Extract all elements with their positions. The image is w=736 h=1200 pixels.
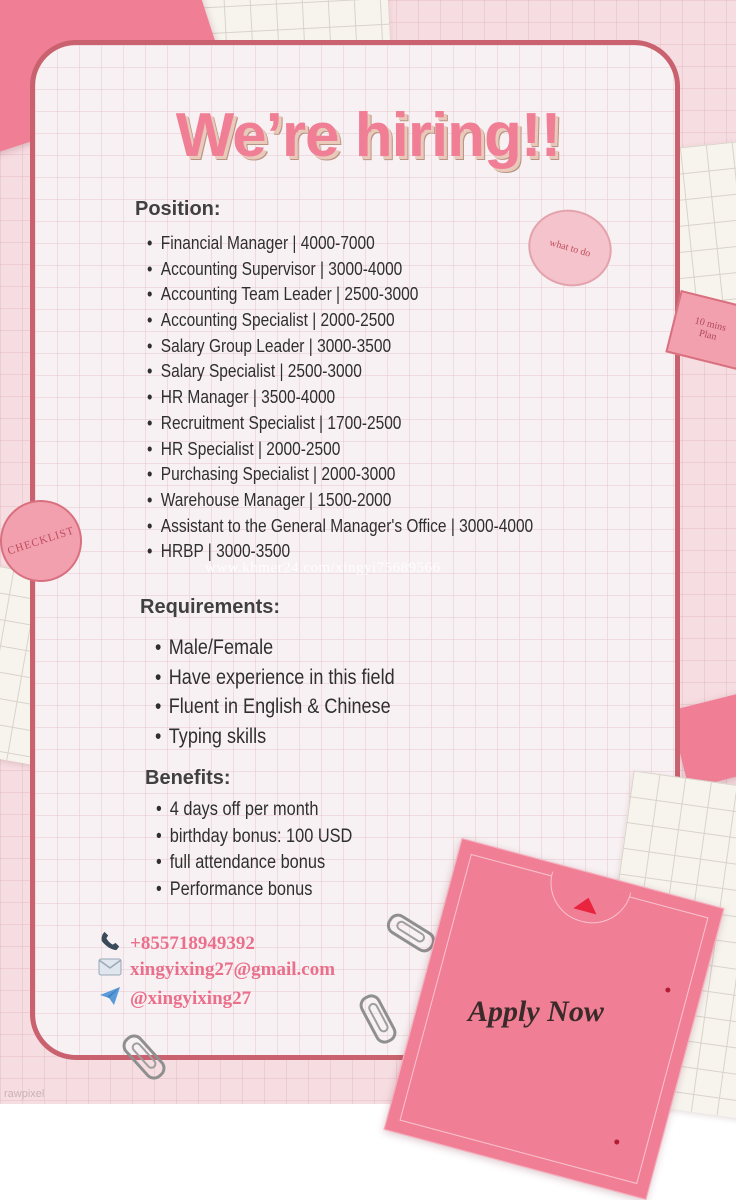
list-item: • Typing skills — [155, 722, 395, 752]
phone-icon — [98, 930, 122, 957]
benefits-heading: Benefits: — [145, 767, 231, 789]
list-item: • HR Manager | 3500-4000 — [147, 385, 533, 411]
list-item: • HRBP | 3000-3500 — [147, 539, 533, 565]
phone-number: +855718949392 — [130, 932, 255, 954]
list-item: • 4 days off per month — [156, 797, 352, 824]
list-item: • Financial Manager | 4000-7000 — [147, 231, 533, 257]
list-item: • Male/Female — [155, 633, 395, 663]
apply-now-button[interactable]: Apply Now — [468, 995, 604, 1028]
list-item: • full attendance bonus — [156, 850, 352, 877]
headline: We’re hiring!! — [175, 101, 561, 170]
paper-plane-icon — [98, 985, 122, 1012]
requirements-list — [155, 633, 434, 751]
benefits-list — [156, 797, 384, 903]
list-item: • Have experience in this field — [155, 663, 395, 693]
list-item: • Salary Specialist | 2500-3000 — [147, 359, 533, 385]
list-item: • Warehouse Manager | 1500-2000 — [147, 488, 533, 514]
envelope-icon — [98, 958, 122, 981]
list-item: • Assistant to the General Manager's Office | 3000-4000 — [147, 514, 533, 540]
checklist-label: CHECKLIST — [6, 524, 76, 558]
watermark: www.khmer24.com/xingyi75689566 — [205, 560, 441, 576]
position-heading: Position: — [135, 198, 221, 220]
list-item: • Salary Group Leader | 3000-3500 — [147, 334, 533, 360]
list-item: • Purchasing Specialist | 2000-3000 — [147, 462, 533, 488]
telegram-handle: @xingyixing27 — [130, 987, 252, 1009]
list-item: • Fluent in English & Chinese — [155, 692, 395, 722]
position-list — [147, 231, 596, 565]
list-item: • Accounting Supervisor | 3000-4000 — [147, 257, 533, 283]
plan-label: 10 mins Plan — [693, 315, 728, 343]
credit-watermark: rawpixel — [4, 1088, 45, 1100]
list-item: • Recruitment Specialist | 1700-2500 — [147, 411, 533, 437]
contact-telegram[interactable] — [98, 985, 251, 1012]
list-item: • HR Specialist | 2000-2500 — [147, 437, 533, 463]
requirements-heading: Requirements: — [140, 596, 281, 618]
contact-email[interactable] — [98, 958, 335, 981]
list-item: • Accounting Team Leader | 2500-3000 — [147, 282, 533, 308]
what-to-do-label: what to do — [548, 236, 592, 260]
contact-phone[interactable] — [98, 930, 255, 957]
list-item: • Performance bonus — [156, 877, 352, 904]
list-item: • birthday bonus: 100 USD — [156, 824, 352, 851]
email-address: xingyixing27@gmail.com — [130, 958, 336, 980]
list-item: • Accounting Specialist | 2000-2500 — [147, 308, 533, 334]
